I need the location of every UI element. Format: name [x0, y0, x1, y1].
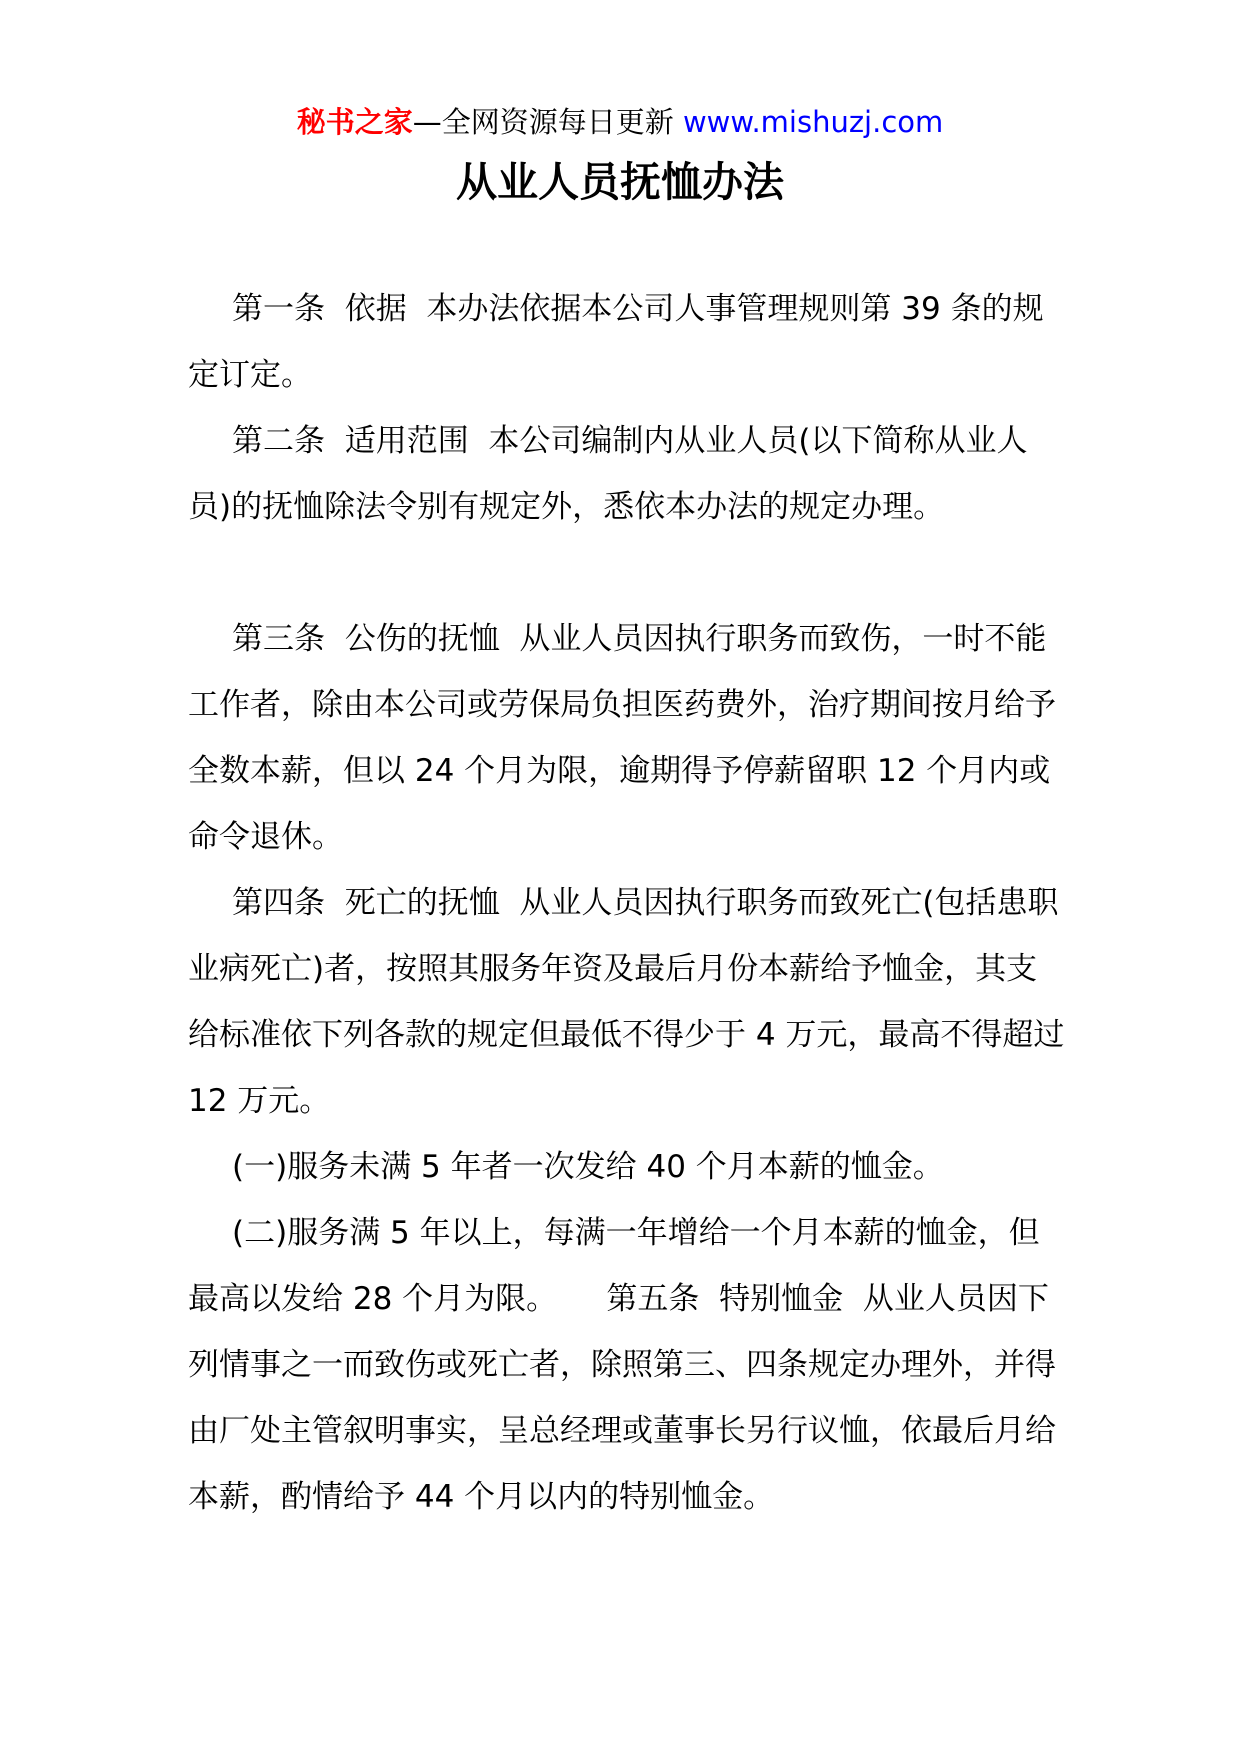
site-brand: 秘书之家	[296, 105, 413, 139]
article-1: 第一条 依据 本办法依据本公司人事管理规则第 39 条的规定订定。	[188, 291, 1044, 393]
article-2: 第二条 适用范围 本公司编制内从业人员(以下简称从业人员)的抚恤除法令别有规定外，悉依本办法的规定办理。	[188, 423, 1028, 525]
paragraph-gap	[188, 540, 1068, 606]
article-4-item-1: (一)服务未满 5 年者一次发给 40 个月本薪的恤金。	[232, 1149, 944, 1185]
site-tagline: —全网资源每日更新	[412, 105, 674, 139]
article-3: 第三条 公伤的抚恤 从业人员因执行职务而致伤，一时不能工作者，除由本公司或劳保局负担医药费外，治疗期间按月给予全数本薪，但以 24 个月为限，逾期得予停薪留职 12 个月内或命令退休。	[188, 621, 1056, 855]
document-body	[188, 276, 1075, 1530]
article-4-item-2-and-article-5: (二)服务满 5 年以上，每满一年增给一个月本薪的恤金，但最高以发给 28 个月为限。 第五条 特别恤金 从业人员因下列情事之一而致伤或死亡者，除照第三、四条规定办理外，并得由厂处主管叙明事实，呈总经理或董事长另行议恤，依最后月给本薪，酌情给予 44 个月以内的特别恤金。	[188, 1215, 1056, 1515]
article-4: 第四条 死亡的抚恤 从业人员因执行职务而致死亡(包括患职业病死亡)者，按照其服务年资及最后月份本薪给予恤金，其支给标准依下列各款的规定但最低不得少于 4 万元，最高不得超过 12 万元。	[188, 885, 1075, 1119]
document-title: 从业人员抚恤办法	[456, 158, 784, 206]
site-url-link[interactable]: www.mishuzj.com	[673, 105, 944, 139]
site-header	[0, 100, 1240, 144]
